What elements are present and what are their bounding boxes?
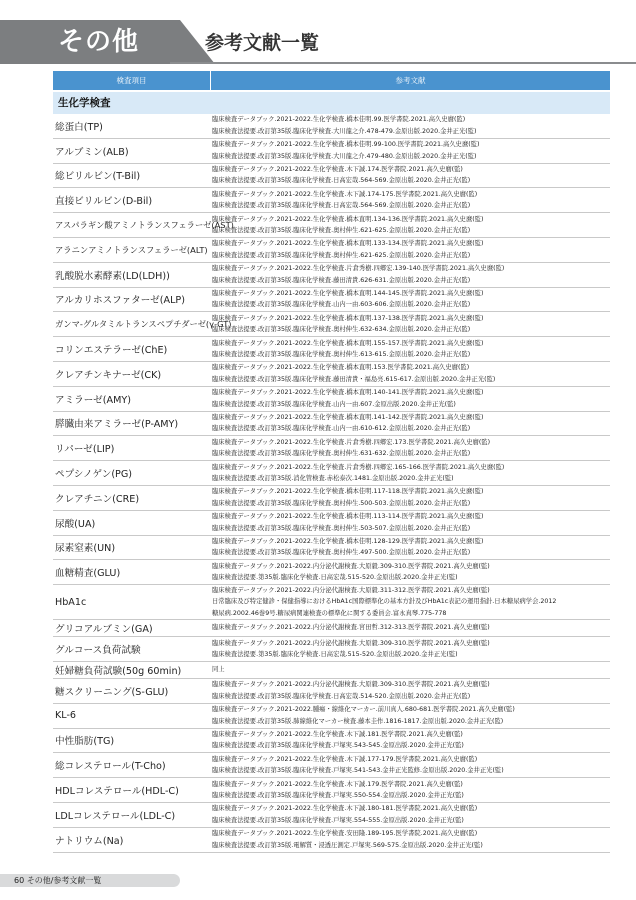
reference-line: 臨床検査データブック.2021-2022.生化学検査.片倉秀樹.四郷宏.165-166.医学書院.2021.高久史麿(監) [212,463,505,471]
reference-line: 臨床検査法提要.改訂第35版.臨床化学検査.戸塚実.554-555.金原出版.2020.金井正光(監) [212,816,464,824]
test-item-name: アラニンアミノトランスフェラーゼ(ALT) [55,244,208,255]
reference-line: 臨床検査法提要.改訂第35版.臨床化学検査.山内一由.603-606.金原出版.2020.金井正光(監) [212,301,471,309]
test-item-name: 総蛋白(TP) [55,121,103,133]
reference-line: 臨床検査データブック.2021-2022.生化学検査.木下誠.179.医学書院.2021.高久史麿(監) [212,780,463,788]
reference-list [210,139,610,163]
reference-line: 臨床検査データブック.2021-2022.生化学検査.橋本佳明.99-100.医学書院.2021.高久史麿(監) [212,141,480,149]
reference-line: 臨床検査データブック.2021-2022.生化学検査.橋本直明.137-138.医学書院.2021.高久史麿(監) [212,314,484,322]
reference-line: 臨床検査法提要.改訂第35版.電解質・浸透圧測定.戸塚実.569-575.金原出版.2020.金井正光(監) [212,841,483,849]
reference-list [210,412,610,436]
reference-line: 臨床検査法提要.改訂第35版.臨床化学検査.奥村伸生.500-503.金原出版.2020.金井正光(監) [212,499,471,507]
reference-line: 臨床検査法提要.改訂第35版.臨床化学検査.藤田清貴.626-631.金原出版.2020.金井正光(監) [212,276,471,284]
reference-line: 臨床検査法提要.改訂第35版.臨床化学検査.日高宏哉.564-569.金原出版.2020.金井正光(監) [212,177,471,185]
reference-line: 臨床検査法提要.改訂第35版.臨床化学検査.山内一由.607.金原出版.2020.金井正光(監) [212,400,456,408]
test-item-name: 尿素窒素(UN) [55,543,116,555]
reference-list [210,337,610,361]
table-row [53,803,610,828]
test-item-name: 妊婦糖負荷試験(50g 60min) [55,665,182,677]
test-item-name: 総ビリルビン(T-Bil) [55,171,141,183]
reference-line: 糖尿病.2002.46巻9号.糖尿病関連検査の標準化に関する委員会.富永真琴.775-778 [212,609,447,617]
reference-line: 臨床検査データブック.2021-2022.生化学検査.橋本直明.141-142.医学書院.2021.高久史麿(監) [212,414,484,422]
footer-page-label: 60 その他/参考文献一覧 [14,876,102,885]
reference-line: 同上 [212,666,225,674]
reference-list [210,486,610,510]
page-title: 参考文献一覧 [205,32,320,54]
reference-line: 臨床検査法提要.改訂第35版.臨床化学検査.大川龍之介.479-480.金原出版.2020.金井正光(監) [212,152,477,160]
test-item-name: 乳酸脱水素酵素(LD(LDH)) [55,270,170,282]
reference-line: 臨床検査データブック.2021-2022.生化学検査.橋本直明.153.医学書院.2021.高久史麿(監) [212,364,470,372]
reference-list [210,704,610,728]
reference-line: 臨床検査データブック.2021-2022.生化学検査.安田隆.189-195.医学書院.2021.高久史麿(監) [212,830,478,838]
table-row [53,704,610,729]
reference-line: 臨床検査法提要.改訂第35版.臨床化学検査.戸塚実.541-543.金井正光監修.金原出版.2020.金井正光(監) [212,767,504,775]
reference-list [210,753,610,777]
reference-line: 臨床検査データブック.2021-2022.生化学検査.橋本佳明.113-114.医学書院.2021.高久史麿(監) [212,513,484,521]
reference-line: 臨床検査法提要.改訂第35版.臨床化学検査.奥村伸生.497-500.金原出版.2020.金井正光(監) [212,549,471,557]
reference-line: 臨床検査法提要.第35版.臨床化学検査.日高宏哉.515-520.金原出版.2020.金井正光(監) [212,651,458,659]
reference-line: 臨床検査法提要.改訂第35版.臨床化学検査.戸塚実.543-545.金原出版.2020.金井正光(監) [212,742,464,750]
reference-list [210,436,610,460]
reference-line: 臨床検査法提要.改訂第35版.臨床化学検査.大川龍之介.478-479.金原出版.2020.金井正光(監) [212,127,477,135]
column-header-references: 参考文献 [210,71,610,90]
reference-list [210,778,610,802]
test-item-name: ガンマ-グルタミルトランスペプチダーゼ(γ-GT) [55,319,232,330]
reference-line: 臨床検査データブック.2021-2022.生化学検査.橋本直明.144-145.医学書院.2021.高久史麿(監) [212,290,484,298]
table-row [53,536,610,561]
page-footer [0,874,180,887]
table-row [53,729,610,754]
reference-line: 臨床検査法提要.改訂第35版.臨床化学検査.奥村伸生.631-632.金原出版.2020.金井正光(監) [212,450,471,458]
reference-list [210,362,610,386]
header-rule [170,62,636,64]
reference-line: 臨床検査データブック.2021-2022.生化学検査.木下誠.181.医学書院.2021.高久史麿(監) [212,731,463,739]
reference-line: 臨床検査法提要.改訂第35版.臨床化学検査.日高宏哉.564-569.金原出版.2020.金井正光(監) [212,202,471,210]
reference-line: 臨床検査データブック.2021-2022.内分泌代謝検査.大原毅.311-312.医学書院.2021.高久史麿(監) [212,587,490,595]
reference-line: 臨床検査法提要.改訂第35版.消化管検査.赤松泰次.1481.金原出版.2020.金井正光(監) [212,475,454,483]
reference-line: 臨床検査データブック.2021-2022.生化学検査.片倉秀樹.四郷宏.139-140.医学書院.2021.高久史麿(監) [212,265,505,273]
reference-line: 日常臨床及び特定健診・保健指導におけるHbA1c国際標準化の基本方針及びHbA1c表記の運用指針.日本糖尿病学会.2012 [212,598,557,606]
reference-line: 臨床検査データブック.2021-2022.生化学検査.橋本佳明.128-129.医学書院.2021.高久史麿(監) [212,538,484,546]
table-row [53,662,610,679]
test-item-name: 血糖精査(GLU) [55,568,121,580]
table-row [53,139,610,164]
column-header-item: 検査項目 [116,76,147,85]
reference-list [210,729,610,753]
reference-line: 臨床検査データブック.2021-2022.生化学検査.橋本佳明.117-118.医学書院.2021.高久史麿(監) [212,488,484,496]
table-row [53,486,610,511]
table-row [53,288,610,313]
table-row [53,114,610,139]
test-item-name: アルカリホスファターゼ(ALP) [55,295,185,307]
reference-list [210,188,610,212]
reference-line: 臨床検査法提要.改訂第35版.臨床化学検査.奥村伸生.621-625.金原出版.2020.金井正光(監) [212,251,471,259]
reference-line: 臨床検査データブック.2021-2022.生化学検査.木下誠.177-179.医学書院.2021.高久史麿(監) [212,755,478,763]
test-item-name: 直接ビリルビン(D-Bil) [55,196,153,208]
test-item-name: ナトリウム(Na) [55,835,124,847]
reference-line: 臨床検査法提要.改訂第35版.臨床化学検査.山内一由.610-612.金原出版.2020.金井正光(監) [212,425,471,433]
reference-list [210,679,610,703]
reference-list [210,238,610,262]
test-item-name: LDLコレステロール(LDL-C) [55,810,176,822]
table-row [53,828,610,853]
reference-list [210,461,610,485]
table-row [53,778,610,803]
reference-list [210,536,610,560]
table-row [53,213,610,238]
reference-table [53,71,610,853]
test-item-name: アミラーゼ(AMY) [55,394,131,406]
table-row [53,679,610,704]
reference-list [210,585,610,619]
test-item-name: 糖スクリーニング(S-GLU) [55,686,169,698]
reference-line: 臨床検査データブック.2021-2022.生化学検査.片倉秀樹.四郷宏.173.医学書院.2021.高久史麿(監) [212,438,491,446]
table-header [53,71,610,90]
reference-line: 臨床検査法提要.改訂第35版.臨床化学検査.日高宏哉.514-520.金原出版.2020.金井正光(監) [212,692,471,700]
test-item-name: グリコアルブミン(GA) [55,624,153,636]
test-item-name: ペプシノゲン(PG) [55,469,133,481]
table-row [53,164,610,189]
test-item-name: KL-6 [55,710,77,722]
test-item-name: HbA1c [55,596,87,608]
reference-line: 臨床検査法提要.改訂第35版.肺線維化マーカー検査.藤本圭作.1816-1817.金原出版.2020.金井正光(監) [212,717,504,725]
reference-line: 臨床検査データブック.2021-2022.内分泌代謝検査.大原毅.309-310.医学書院.2021.高久史麿(監) [212,639,490,647]
table-row [53,312,610,337]
reference-line: 臨床検査データブック.2021-2022.生化学検査.橋本直明.133-134.医学書院.2021.高久史麿(監) [212,240,484,248]
reference-list [210,164,610,188]
reference-line: 臨床検査データブック.2021-2022.生化学検査.橋本佳明.99.医学書院.2021.高久史麿(監) [212,116,466,124]
reference-line: 臨床検査データブック.2021-2022.内分泌代謝検査.大原毅.309-310.医学書院.2021.高久史麿(監) [212,562,490,570]
reference-list [210,312,610,336]
table-row [53,753,610,778]
table-row [53,585,610,620]
test-item-name: 中性脂肪(TG) [55,736,115,748]
reference-line: 臨床検査データブック.2021-2022.腫瘍・線維化マーカー.前川真人.680-681.医学書院.2021.高久史麿(監) [212,706,515,714]
test-item-name: 膵臓由来アミラーゼ(P-AMY) [55,419,179,431]
reference-line: 臨床検査データブック.2021-2022.生化学検査.木下誠.174.医学書院.2021.高久史麿(監) [212,166,463,174]
reference-line: 臨床検査法提要.改訂第35版.臨床化学検査.藤田清貴・福島亮.615-617.金原出版.2020.金井正光(監) [212,375,496,383]
category-title: その他 [58,27,140,57]
reference-list [210,288,610,312]
test-item-name: コリンエステラーゼ(ChE) [55,345,168,357]
reference-line: 臨床検査法提要.改訂第35版.臨床化学検査.奥村伸生.632-634.金原出版.2020.金井正光(監) [212,326,471,334]
table-row [53,620,610,637]
table-row [53,263,610,288]
test-item-name: グルコース負荷試験 [55,645,141,657]
reference-list [210,263,610,287]
table-row [53,436,610,461]
table-row [53,337,610,362]
reference-list [210,662,610,678]
reference-list [210,828,610,852]
table-row [53,238,610,263]
test-item-name: クレアチニン(CRE) [55,493,140,505]
table-row [53,362,610,387]
table-row [53,387,610,412]
reference-list [210,620,610,636]
reference-list [210,114,610,138]
reference-line: 臨床検査法提要.改訂第35版.臨床化学検査.戸塚実.550-554.金原出版.2020.金井正光(監) [212,792,464,800]
table-row [53,461,610,486]
reference-line: 臨床検査法提要.第35版.臨床化学検査.日高宏哉.515-520.金原出版.2020.金井正光(監) [212,574,458,582]
reference-list [210,803,610,827]
page-header [0,20,636,64]
table-row [53,412,610,437]
table-row [53,188,610,213]
test-item-name: アルブミン(ALB) [55,146,129,158]
test-item-name: クレアチンキナーゼ(CK) [55,369,162,381]
reference-list [210,511,610,535]
section-heading: 生化学検査 [53,92,610,114]
test-item-name: 総コレステロール(T-Cho) [55,761,166,773]
test-item-name: HDLコレステロール(HDL-C) [55,786,179,798]
reference-line: 臨床検査データブック.2021-2022.生化学検査.木下誠.180-181.医学書院.2021.高久史麿(監) [212,805,478,813]
reference-line: 臨床検査法提要.改訂第35版.臨床化学検査.奥村伸生.621-625.金原出版.2020.金井正光(監) [212,227,471,235]
reference-line: 臨床検査法提要.改訂第35版.臨床化学検査.奥村伸生.613-615.金原出版.2020.金井正光(監) [212,351,471,359]
table-row [53,637,610,662]
table-body [53,114,610,853]
reference-list [210,637,610,661]
reference-line: 臨床検査データブック.2021-2022.生化学検査.木下誠.174-175.医学書院.2021.高久史麿(監) [212,190,478,198]
reference-list [210,213,610,237]
reference-line: 臨床検査データブック.2021-2022.生化学検査.橋本直明.155-157.医学書院.2021.高久史麿(監) [212,339,484,347]
reference-line: 臨床検査データブック.2021-2022.生化学検査.橋本直明.134-136.医学書院.2021.高久史麿(監) [212,215,484,223]
reference-line: 臨床検査法提要.改訂第35版.臨床化学検査.奥村伸生.503-507.金原出版.2020.金井正光(監) [212,524,471,532]
reference-list [210,560,610,584]
table-row [53,560,610,585]
test-item-name: アスパラギン酸アミノトランスフェラーゼ(AST) [55,220,234,231]
reference-line: 臨床検査データブック.2021-2022.内分泌代謝検査.大原毅.309-310.医学書院.2021.高久史麿(監) [212,681,490,689]
reference-list [210,387,610,411]
reference-line: 臨床検査データブック.2021-2022.内分泌代謝検査.宮田哲.312-313.医学書院.2021.高久史麿(監) [212,624,490,632]
reference-line: 臨床検査データブック.2021-2022.生化学検査.橋本直明.140-141.医学書院.2021.高久史麿(監) [212,389,484,397]
test-item-name: リパーゼ(LIP) [55,444,115,456]
table-row [53,511,610,536]
test-item-name: 尿酸(UA) [55,518,96,530]
